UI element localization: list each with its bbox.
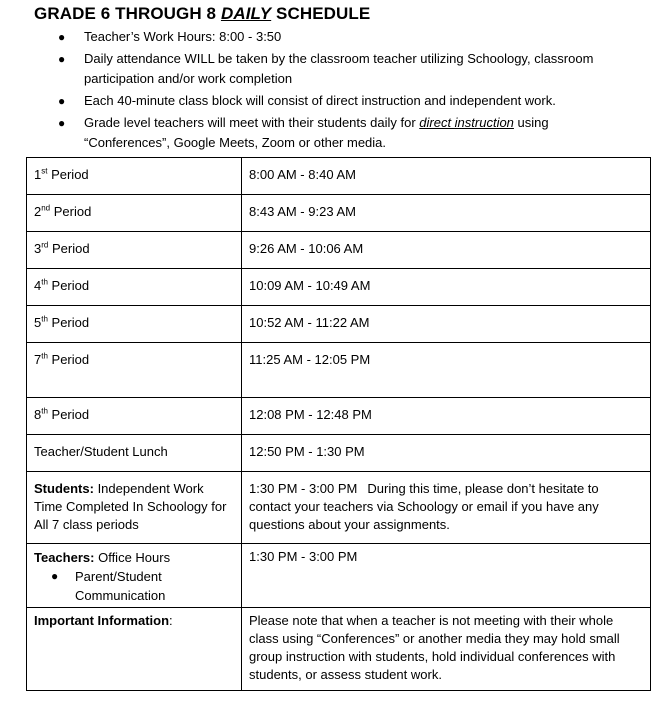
- period-cell: 8th Period: [27, 398, 242, 435]
- list-item: [56, 113, 616, 153]
- period-cell: 4th Period: [27, 269, 242, 306]
- list-item: [56, 49, 616, 89]
- period-cell: 5th Period: [27, 306, 242, 343]
- table-row: [27, 343, 651, 398]
- important-text-cell: Please note that when a teacher is not meeting with their whole class using “Conferences” or another media they may hold small group instruction with students, hold individual conferences with students, or assess student work.: [242, 608, 651, 691]
- important-cell: [27, 608, 242, 691]
- bullet-text-post: using “Conferences”, Google Meets, Zoom or other media.: [84, 115, 549, 150]
- teachers-time-cell: 1:30 PM - 3:00 PM: [242, 544, 651, 608]
- teachers-description: Office Hours: [94, 550, 171, 565]
- students-heading: Students:: [34, 481, 94, 496]
- time-cell: 10:52 AM - 11:22 AM: [242, 306, 651, 343]
- table-row: [27, 608, 651, 691]
- teachers-heading: Teachers:: [34, 550, 95, 565]
- bullet-text: Daily attendance WILL be taken by the classroom teacher utilizing Schoology, classroom participation and/or work completion: [84, 51, 594, 86]
- table-row: [27, 195, 651, 232]
- time-cell: 11:25 AM - 12:05 PM: [242, 343, 651, 398]
- teachers-subitem: [34, 567, 234, 605]
- students-cell: [27, 472, 242, 544]
- period-cell: 1st Period: [27, 158, 242, 195]
- bullet-icon: ●: [58, 52, 66, 66]
- students-time: 1:30 PM - 3:00 PM: [249, 481, 358, 496]
- bullet-text-pre: Grade level teachers will meet with their students daily for: [84, 115, 420, 130]
- title-suffix: SCHEDULE: [271, 4, 371, 23]
- bullet-text-emphasis: direct instruction: [419, 115, 514, 130]
- table-row: [27, 232, 651, 269]
- time-cell: 8:00 AM - 8:40 AM: [242, 158, 651, 195]
- students-note: During this time, please don’t hesitate to contact your teachers via Schoology or email if you have any questions about your assignments.: [249, 481, 599, 532]
- period-cell: 2nd Period: [27, 195, 242, 232]
- table-row: [27, 544, 651, 608]
- table-row: [27, 306, 651, 343]
- time-cell: 10:09 AM - 10:49 AM: [242, 269, 651, 306]
- period-cell: 7th Period: [27, 343, 242, 398]
- time-cell: 12:08 PM - 12:48 PM: [242, 398, 651, 435]
- lunch-label-cell: Teacher/Student Lunch: [27, 435, 242, 472]
- teachers-cell: [27, 544, 242, 608]
- time-cell: 9:26 AM - 10:06 AM: [242, 232, 651, 269]
- page-title: [34, 4, 370, 24]
- students-time-cell: [242, 472, 651, 544]
- bullet-icon: ●: [58, 116, 66, 130]
- table-row: [27, 158, 651, 195]
- table-row: [27, 472, 651, 544]
- lunch-time-cell: 12:50 PM - 1:30 PM: [242, 435, 651, 472]
- bullet-text: Each 40-minute class block will consist of direct instruction and independent work.: [84, 93, 556, 108]
- table-row: [27, 269, 651, 306]
- bullet-icon: ●: [58, 30, 66, 44]
- students-description: Independent Work Time Completed In Schoology for All 7 class periods: [34, 481, 227, 532]
- bullet-text: Teacher’s Work Hours: 8:00 - 3:50: [84, 29, 282, 44]
- schedule-table: [26, 157, 651, 691]
- table-row: [27, 398, 651, 435]
- teachers-subitem-text: Parent/Student Communication: [75, 569, 166, 603]
- title-prefix: GRADE 6 THROUGH 8: [34, 4, 221, 23]
- list-item: [56, 91, 616, 111]
- table-row: [27, 435, 651, 472]
- teachers-line: [34, 548, 234, 567]
- important-colon: :: [169, 613, 173, 628]
- title-emphasis: DAILY: [220, 4, 272, 23]
- important-heading: Important Information: [34, 613, 170, 628]
- bullet-icon: ●: [58, 94, 66, 108]
- time-cell: 8:43 AM - 9:23 AM: [242, 195, 651, 232]
- bullet-icon: ●: [51, 569, 59, 583]
- intro-bullet-list: [56, 27, 616, 155]
- period-cell: 3rd Period: [27, 232, 242, 269]
- list-item: [56, 27, 616, 47]
